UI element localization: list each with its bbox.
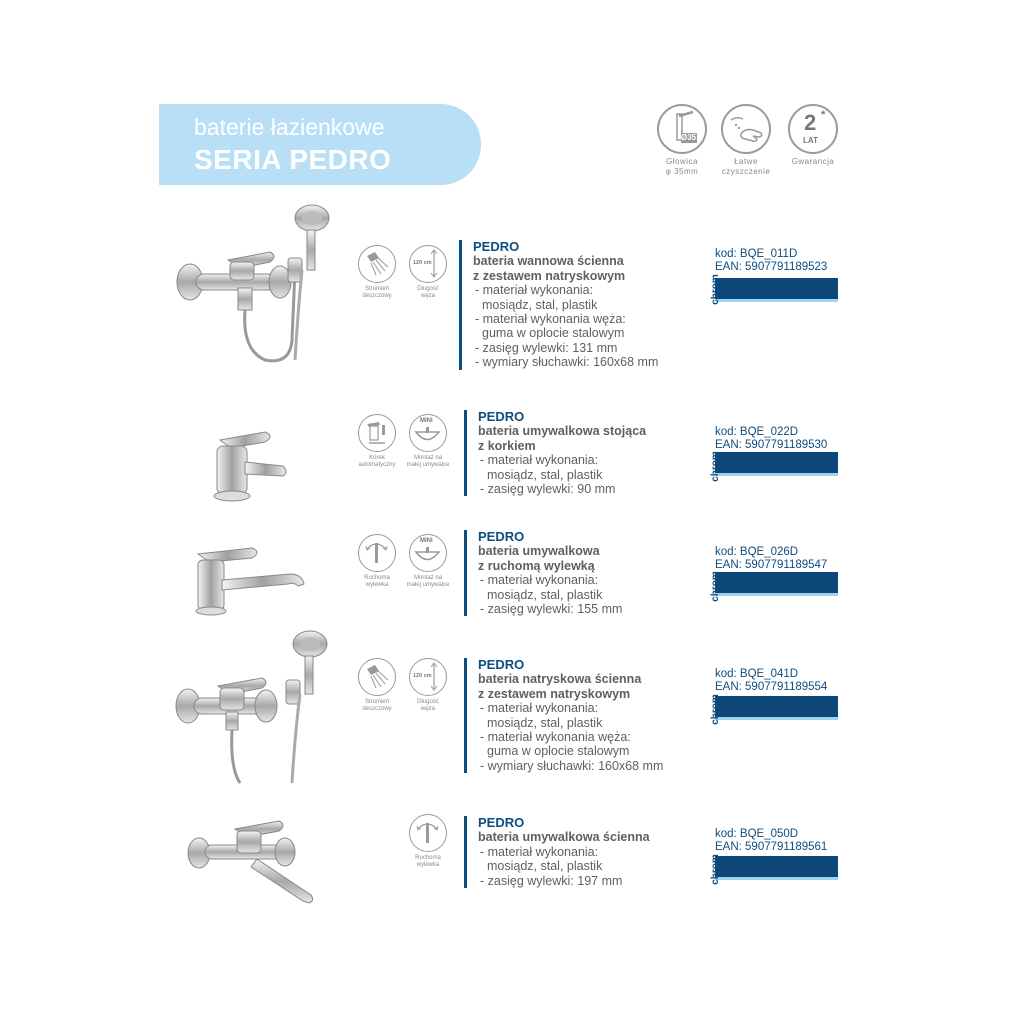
product-description [464, 410, 646, 496]
finish-label: chrom [709, 451, 721, 482]
product-image [205, 420, 295, 505]
feature-caption: Głowica [666, 157, 698, 166]
warranty-icon [788, 104, 838, 154]
feature-label: małej umywalce [406, 582, 450, 588]
feature-label: wylewka [365, 582, 389, 588]
feature-label: Długość [417, 699, 439, 705]
feature-label: deszczowy [362, 293, 392, 299]
product-title: bateria umywalkowa ścienna [478, 830, 650, 845]
product-image [170, 200, 340, 365]
product-code-block [706, 828, 838, 885]
finish-label: chrom [709, 854, 721, 885]
feature-label: Montaż na [413, 575, 443, 581]
product-code: kod: BQE_011D [715, 248, 798, 260]
product-spec: mosiądz, stal, plastik [482, 297, 598, 312]
product-title: z zestawem natryskowym [478, 686, 631, 701]
mini-basin-icon [409, 534, 447, 572]
product-title: z ruchomą wylewką [478, 558, 595, 573]
warranty-years: 2 [804, 110, 817, 135]
product-image [185, 817, 320, 912]
swivel-spout-icon [409, 814, 447, 852]
product-feature [404, 658, 452, 713]
product-spec: - materiał wykonania: [475, 283, 594, 298]
cartridge-badge: Ø35 [681, 133, 697, 142]
product-image [190, 544, 310, 619]
finish-label: chrom [709, 571, 721, 602]
banner-subtitle: baterie łazienkowe [194, 114, 385, 140]
hose-length-icon [409, 245, 447, 283]
feature-label: małej umywalce [406, 462, 450, 468]
feature-caption: φ 35mm [665, 167, 699, 176]
product-name: PEDRO [478, 529, 525, 544]
product-name: PEDRO [473, 239, 520, 254]
feature-label: Strumień [364, 286, 389, 292]
banner-title: SERIA PEDRO [194, 144, 392, 175]
mini-badge: MINI [420, 538, 433, 544]
product-name: PEDRO [478, 409, 525, 424]
product-code-block [706, 546, 838, 602]
product-code-block [706, 426, 838, 482]
feature-label: węża [420, 293, 435, 299]
feature-label: Korek [369, 455, 385, 461]
product-spec: guma w oplocie stalowym [487, 744, 630, 759]
product-feature [353, 245, 401, 300]
cartridge-35-icon [657, 104, 707, 154]
product-title: bateria umywalkowa stojąca [478, 424, 647, 439]
shower-spray-icon [358, 245, 396, 283]
mini-basin-icon [409, 414, 447, 452]
product-spec: mosiądz, stal, plastik [487, 587, 603, 602]
warranty-unit: LAT [803, 136, 818, 145]
shower-spray-icon [358, 658, 396, 696]
product-spec: - materiał wykonania: [480, 844, 599, 859]
feature-label: Strumień [364, 699, 389, 705]
feature-label: węża [420, 706, 435, 712]
product-spec: - zasięg wylewki: 155 mm [480, 602, 623, 617]
finish-bar [715, 278, 838, 302]
warranty-asterisk: * [821, 109, 826, 121]
auto-plug-icon [358, 414, 396, 452]
mini-badge: MINI [420, 418, 433, 424]
product-spec: mosiądz, stal, plastik [487, 467, 603, 482]
hose-length-badge: 120 cm [413, 673, 432, 679]
product-spec: - zasięg wylewki: 131 mm [475, 340, 618, 355]
product-code: kod: BQE_050D [715, 828, 799, 840]
product-code: kod: BQE_026D [715, 546, 799, 558]
product-description [464, 658, 663, 773]
product-title: bateria natryskowa ścienna [478, 672, 642, 687]
product-code-block [706, 668, 838, 725]
product-spec: - wymiary słuchawki: 160x68 mm [475, 355, 659, 370]
finish-bar [715, 452, 838, 476]
product-feature [404, 814, 452, 869]
finish-label: chrom [709, 274, 721, 305]
feature-label: Montaż na [413, 455, 443, 461]
product-description [464, 816, 650, 888]
product-spec: - zasięg wylewki: 197 mm [480, 873, 623, 888]
feature-caption: Łatwe [734, 157, 758, 166]
easy-clean-icon [721, 104, 771, 154]
product-description [459, 240, 658, 370]
finish-bar [715, 696, 838, 720]
product-code: kod: BQE_041D [715, 668, 799, 680]
product-title: bateria wannowa ścienna [473, 254, 624, 269]
feature-label: deszczowy [362, 706, 392, 712]
product-title: bateria umywalkowa [478, 544, 600, 559]
product-feature [353, 414, 401, 469]
hose-length-icon [409, 658, 447, 696]
swivel-spout-icon [358, 534, 396, 572]
feature-cartridge [647, 104, 717, 177]
product-feature [353, 534, 401, 589]
product-name: PEDRO [478, 815, 525, 830]
product-spec: mosiądz, stal, plastik [487, 715, 603, 730]
product-spec: - zasięg wylewki: 90 mm [480, 482, 616, 497]
product-spec: - materiał wykonania: [480, 701, 599, 716]
product-name: PEDRO [478, 657, 525, 672]
finish-bar [715, 856, 838, 880]
feature-label: Długość [417, 286, 439, 292]
feature-easy-clean [711, 104, 781, 177]
product-spec: guma w oplocie stalowym [482, 326, 625, 341]
product-feature [404, 534, 452, 589]
product-ean: EAN: 5907791189561 [715, 841, 828, 853]
finish-label: chrom [709, 694, 721, 725]
product-image [170, 628, 340, 786]
feature-label: automatyczny [358, 462, 396, 468]
product-feature [353, 658, 401, 713]
feature-label: wylewka [416, 862, 440, 868]
product-spec: - materiał wykonania węża: [480, 730, 631, 745]
feature-label: Ruchoma [415, 855, 441, 861]
product-feature [404, 245, 452, 300]
product-code-block [706, 248, 838, 305]
product-feature [404, 414, 452, 469]
product-title: z zestawem natryskowym [473, 268, 626, 283]
product-spec: - materiał wykonania węża: [475, 312, 626, 327]
product-description [464, 530, 622, 616]
product-spec: - wymiary słuchawki: 160x68 mm [480, 758, 664, 773]
product-code: kod: BQE_022D [715, 426, 799, 438]
feature-label: Ruchoma [364, 575, 390, 581]
feature-caption: Gwarancja [791, 157, 835, 166]
product-spec: - materiał wykonania: [480, 453, 599, 468]
product-spec: mosiądz, stal, plastik [487, 859, 603, 874]
product-ean: EAN: 5907791189547 [715, 559, 828, 571]
product-spec: - materiał wykonania: [480, 573, 599, 588]
finish-bar [715, 572, 838, 596]
product-ean: EAN: 5907791189530 [715, 439, 828, 451]
hose-length-badge: 120 cm [413, 260, 432, 266]
feature-caption: czyszczenie [721, 167, 771, 176]
series-banner [159, 104, 481, 185]
product-ean: EAN: 5907791189554 [715, 681, 828, 693]
feature-warranty [778, 104, 848, 167]
product-title: z korkiem [478, 438, 536, 453]
product-ean: EAN: 5907791189523 [715, 261, 828, 273]
